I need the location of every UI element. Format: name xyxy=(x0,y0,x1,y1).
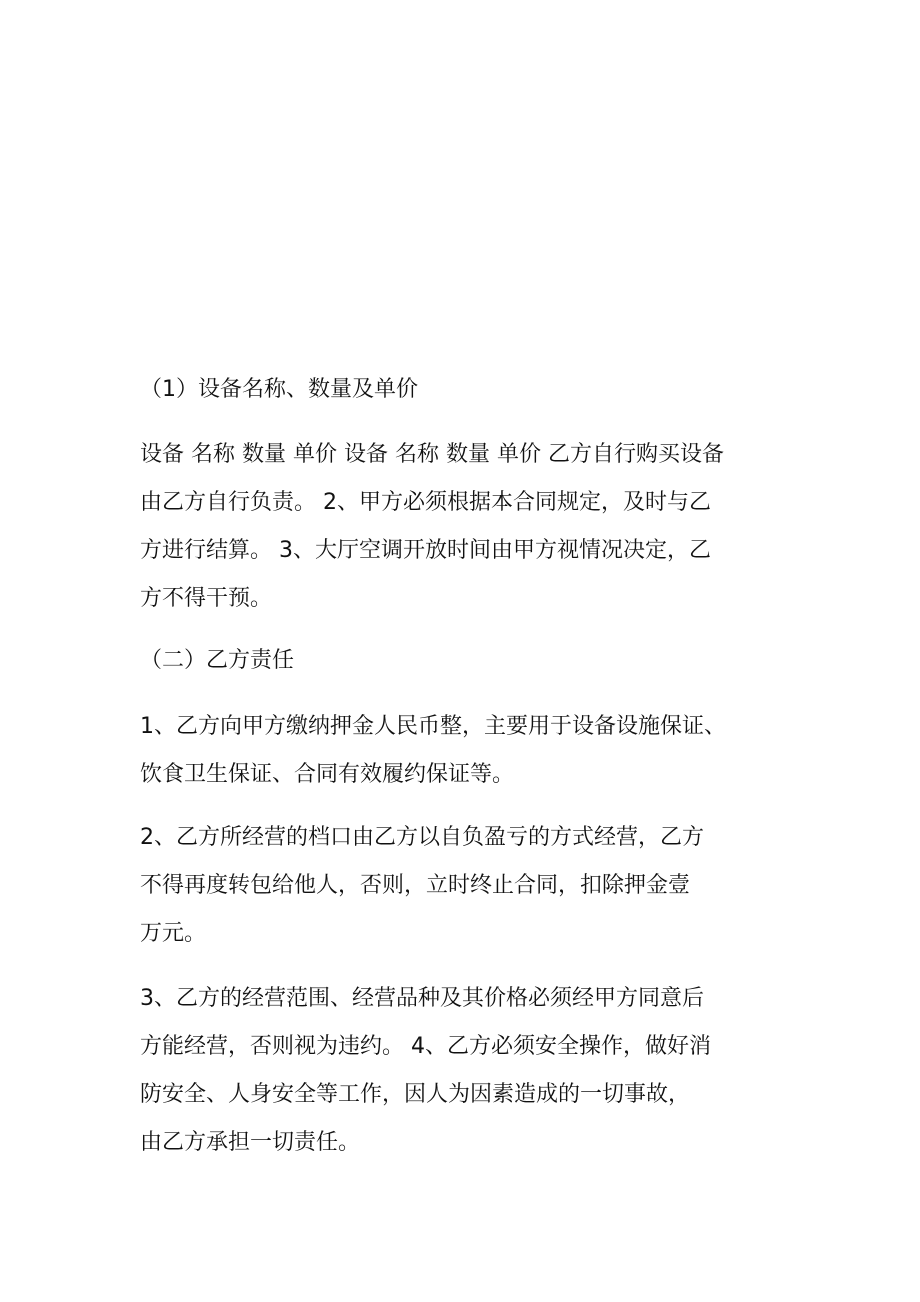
section-heading-party-b-duties xyxy=(140,637,790,685)
paragraph-business-scope-safety xyxy=(140,975,790,1167)
text-line: 万元。 xyxy=(140,921,207,946)
text-line: 饮食卫生保证、合同有效履约保证等。 xyxy=(140,762,515,787)
section-heading-equipment xyxy=(140,366,790,414)
text-line: 方进行结算。 3、大厅空调开放时间由甲方视情况决定，乙 xyxy=(140,538,711,563)
text-line: 不得再度转包给他人，否则，立时终止合同，扣除押金壹 xyxy=(140,873,691,898)
text-line: 设备 名称 数量 单价 设备 名称 数量 单价 乙方自行购买设备 xyxy=(140,442,724,467)
text-line: 方能经营，否则视为违约。 4、乙方必须安全操作，做好消 xyxy=(140,1034,711,1059)
heading-line: （二）乙方责任 xyxy=(140,648,295,673)
text-line: 1、乙方向甲方缴纳押金人民币整，主要用于设备设施保证、 xyxy=(140,714,726,739)
text-line: 由乙方自行负责。 2、甲方必须根据本合同规定，及时与乙 xyxy=(140,490,711,515)
paragraph-self-operation xyxy=(140,814,790,958)
text-line: 方不得干预。 xyxy=(140,586,273,611)
text-line: 2、乙方所经营的档口由乙方以自负盈亏的方式经营，乙方 xyxy=(140,825,704,850)
text-line: 防安全、人身安全等工作，因人为因素造成的一切事故， xyxy=(140,1082,691,1107)
paragraph-deposit xyxy=(140,703,790,799)
text-line: 由乙方承担一切责任。 xyxy=(140,1130,361,1155)
paragraph-equipment-settlement xyxy=(140,431,790,623)
heading-line: （1）设备名称、数量及单价 xyxy=(140,377,418,402)
text-line: 3、乙方的经营范围、经营品种及其价格必须经甲方同意后 xyxy=(140,986,704,1011)
